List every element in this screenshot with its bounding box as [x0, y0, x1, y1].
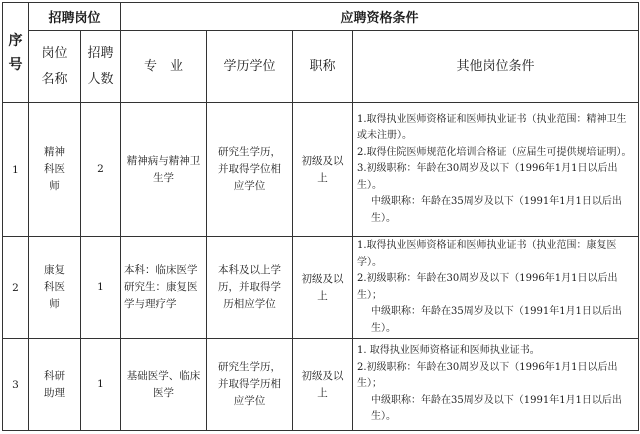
- condition-line: 1.取得执业医师资格证和医师执业证书（执业范围：精神卫生或未注册）。: [357, 113, 627, 142]
- condition-line: 1. 取得执业医师资格证和医师执业证书。: [357, 345, 540, 357]
- row-conditions: [353, 103, 639, 237]
- table-row: [3, 339, 639, 431]
- row-post: 康复科医师: [29, 237, 81, 339]
- header-degree: 学历学位: [207, 31, 293, 103]
- row-post: 精神科医师: [29, 103, 81, 237]
- header-major: 专 业: [121, 31, 207, 103]
- table-row: [3, 103, 639, 237]
- row-major: 基础医学、临床医学: [121, 339, 207, 431]
- table-row: [3, 237, 639, 339]
- condition-line: 中级职称：年龄在35周岁及以下（1991年1月1日以后出生）。: [371, 196, 622, 224]
- header-other: 其他岗位条件: [353, 31, 639, 103]
- recruitment-table: [2, 2, 639, 431]
- row-count: 1: [81, 339, 121, 431]
- condition-line: 中级职称：年龄在35周岁及以下（1991年1月1日以后出生）。: [371, 394, 622, 423]
- row-title: 初级及以上: [293, 339, 353, 431]
- condition-line: 中级职称：年龄在35周岁及以下（1991年1月1日以后出生）。: [371, 306, 622, 334]
- row-degree: 本科及以上学历，并取得学历相应学位: [207, 237, 293, 339]
- row-conditions: [353, 339, 639, 431]
- row-major: 本科：临床医学 研究生：康复医学与理疗学: [121, 237, 207, 339]
- condition-line: 3.初级职称：年龄在30周岁及以下（1996年1月1日以后出生）。: [357, 163, 618, 191]
- header-post-name: 岗位名称: [29, 31, 81, 103]
- row-post: 科研助理: [29, 339, 81, 431]
- row-seq: 1: [3, 103, 29, 237]
- condition-line: 2.初级职称：年龄在30周岁及以下（1996年1月1日以后出生）；: [357, 361, 618, 390]
- row-degree: 研究生学历，并取得学历相应学位: [207, 339, 293, 431]
- row-title: 初级及以上: [293, 237, 353, 339]
- row-title: 初级及以上: [293, 103, 353, 237]
- row-count: 1: [81, 237, 121, 339]
- row-major: 精神病与精神卫生学: [121, 103, 207, 237]
- header-seq: 序号: [3, 3, 29, 103]
- header-recruit-post: 招聘岗位: [29, 3, 121, 31]
- header-headcount: 招聘人数: [81, 31, 121, 103]
- condition-line: 2.初级职称：年龄在30周岁及以下（1996年1月1日以后出生）；: [357, 273, 618, 301]
- header-requirements: 应聘资格条件: [121, 3, 639, 31]
- condition-line: 2.取得住院医师规范化培训合格证（应届生可提供规培证明）。: [357, 146, 632, 158]
- condition-line: 1.取得执业医师资格证和医师执业证书（执业范围：康复医学）。: [357, 240, 617, 268]
- row-seq: 3: [3, 339, 29, 431]
- header-title: 职称: [293, 31, 353, 103]
- row-degree: 研究生学历，并取得学位相应学位: [207, 103, 293, 237]
- row-seq: 2: [3, 237, 29, 339]
- row-count: 2: [81, 103, 121, 237]
- row-conditions: [353, 237, 639, 339]
